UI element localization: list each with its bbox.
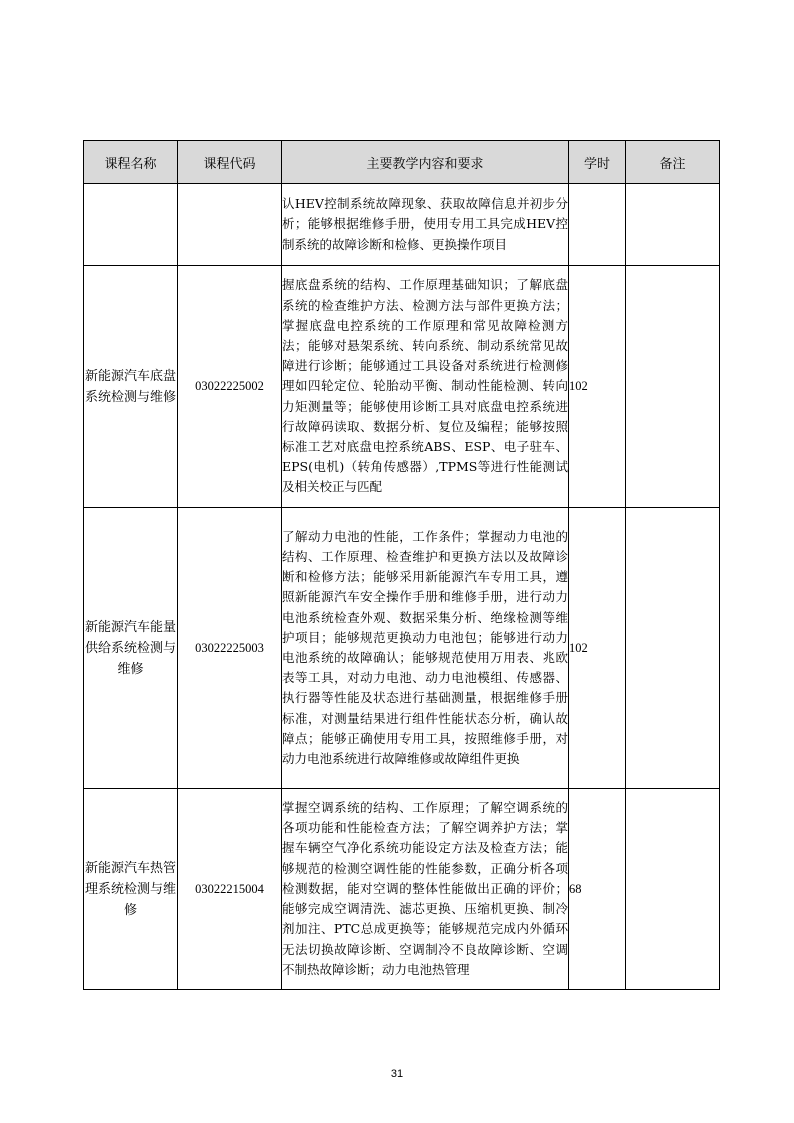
course-code-cell: 03022225002 [178, 266, 282, 508]
course-name-cell: 新能源汽车底盘系统检测与维修 [84, 266, 178, 508]
course-table [83, 140, 720, 990]
table-header-row [84, 141, 720, 184]
course-content-cell: 掌握空调系统的结构、工作原理；了解空调系统的各项功能和性能检查方法；了解空调养护方法；掌握车辆空气净化系统功能设定方法及检查方法；能够规范的检测空调性能的性能参数，正确分析各项检测数据，能对空调的整体性能做出正确的评价；能够完成空调清洗、滤芯更换、压缩机更换、制冷剂加注、PTC总成更换等；能够规范完成内外循环无法切换故障诊断、空调制冷不良故障诊断、空调不制热故障诊断；动力电池热管理 [282, 789, 569, 990]
header-hours: 学时 [569, 141, 626, 184]
course-content-cell: 握底盘系统的结构、工作原理基础知识；了解底盘系统的检查维护方法、检测方法与部件更换方法；掌握底盘电控系统的工作原理和常见故障检测方法；能够对悬架系统、转向系统、制动系统常见故障进行诊断；能够通过工具设备对系统进行检测修理如四轮定位、轮胎动平衡、制动性能检测、转向力矩测量等；能够使用诊断工具对底盘电控系统进行故障码读取、数据分析、复位及编程；能够按照标准工艺对底盘电控系统ABS、ESP、电子驻车、EPS(电机)（转角传感器）,TPMS等进行性能测试及相关校正与匹配 [282, 266, 569, 508]
course-code-cell [178, 184, 282, 266]
table-row [84, 266, 720, 508]
course-remark-cell [626, 266, 720, 508]
table-row [84, 508, 720, 789]
page-number: 31 [390, 1068, 404, 1080]
course-name-cell [84, 184, 178, 266]
course-remark-cell [626, 508, 720, 789]
header-course-name: 课程名称 [84, 141, 178, 184]
course-hours-cell [569, 184, 626, 266]
course-code-cell: 03022215004 [178, 789, 282, 990]
course-remark-cell [626, 184, 720, 266]
header-remark: 备注 [626, 141, 720, 184]
course-hours-cell: 68 [569, 789, 626, 990]
table-row [84, 789, 720, 990]
course-content-cell: 认HEV控制系统故障现象、获取故障信息并初步分析；能够根据维修手册，使用专用工具完成HEV控制系统的故障诊断和检修、更换操作项目 [282, 184, 569, 266]
course-content-cell: 了解动力电池的性能，工作条件；掌握动力电池的结构、工作原理、检查维护和更换方法以及故障诊断和检修方法；能够采用新能源汽车专用工具，遵照新能源汽车安全操作手册和维修手册，进行动力电池系统检查外观、数据采集分析、绝缘检测等维护项目；能够规范更换动力电池包；能够进行动力电池系统的故障确认；能够规范使用万用表、兆欧表等工具，对动力电池、动力电池模组、传感器、执行器等性能及状态进行基础测量，根据维修手册标准，对测量结果进行组件性能状态分析，确认故障点；能够正确使用专用工具，按照维修手册，对动力电池系统进行故障维修或故障组件更换 [282, 508, 569, 789]
course-name-cell: 新能源汽车热管理系统检测与维修 [84, 789, 178, 990]
course-hours-cell: 102 [569, 508, 626, 789]
header-course-code: 课程代码 [178, 141, 282, 184]
course-remark-cell [626, 789, 720, 990]
course-name-cell: 新能源汽车能量供给系统检测与维修 [84, 508, 178, 789]
header-content: 主要教学内容和要求 [282, 141, 569, 184]
course-hours-cell: 102 [569, 266, 626, 508]
course-code-cell: 03022225003 [178, 508, 282, 789]
table-row [84, 184, 720, 266]
